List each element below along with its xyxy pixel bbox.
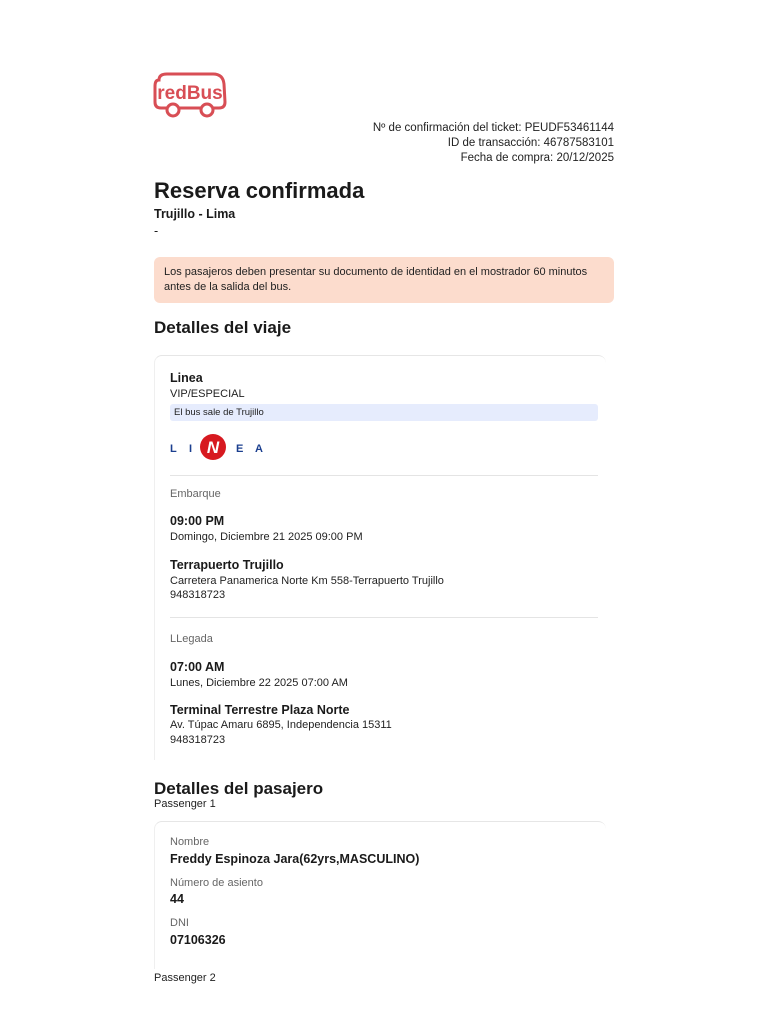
service-class: VIP/ESPECIAL [170,388,245,400]
seat-number: 44 [170,892,184,906]
logo-text: redBus [157,83,223,104]
arrival-label: LLegada [170,633,213,645]
boarding-place: Terrapuerto Trujillo [170,558,284,572]
trip-details-heading: Detalles del viaje [154,318,292,337]
svg-text:A: A [255,443,263,455]
arrival-time: 07:00 AM [170,660,225,674]
passenger-2-label: Passenger 2 [154,972,216,984]
name-label: Nombre [170,836,210,848]
boarding-time: 09:00 PM [170,514,225,528]
page-title: Reserva confirmada [154,178,365,203]
arrival-address: Av. Túpac Amaru 6895, Independencia 15311 [170,719,392,731]
redbus-logo [153,72,227,120]
arrival-place: Terminal Terrestre Plaza Norte [170,703,350,717]
boarding-address: Carretera Panamerica Norte Km 558-Terrapuerto Trujillo [170,575,444,587]
seat-label: Número de asiento [170,877,263,889]
ticket-meta [373,121,614,166]
svg-text:I: I [189,443,193,455]
id-notice: Los pasajeros deben presentar su documento de identidad en el mostrador 60 minutos antes de la salida del bus. [154,257,614,303]
svg-text:E: E [236,443,244,455]
confirmation-number: Nº de confirmación del ticket: PEUDF53461144 [372,122,614,134]
operator-name: Linea [170,371,203,385]
linea-operator-logo [170,433,266,461]
boarding-phone: 948318723 [170,589,226,601]
divider [170,617,598,618]
route-subline: - [154,224,159,238]
arrival-phone: 948318723 [170,734,226,746]
svg-text:L: L [170,443,177,455]
svg-text:N: N [206,438,220,457]
route: Trujillo - Lima [154,207,236,221]
departure-note: El bus sale de Trujillo [170,404,598,421]
arrival-date: Lunes, Diciembre 22 2025 07:00 AM [170,677,348,689]
passenger-1-label: Passenger 1 [154,798,216,810]
boarding-label: Embarque [170,488,221,500]
transaction-id: ID de transacción: 46787583101 [447,137,614,149]
passenger-details-heading: Detalles del pasajero [154,779,324,798]
purchase-date: Fecha de compra: 20/12/2025 [460,152,614,164]
document-label: DNI [170,917,189,929]
divider [170,475,598,476]
boarding-date: Domingo, Diciembre 21 2025 09:00 PM [170,531,363,543]
document-number: 07106326 [170,933,226,947]
passenger-name: Freddy Espinoza Jara(62yrs,MASCULINO) [170,852,420,866]
